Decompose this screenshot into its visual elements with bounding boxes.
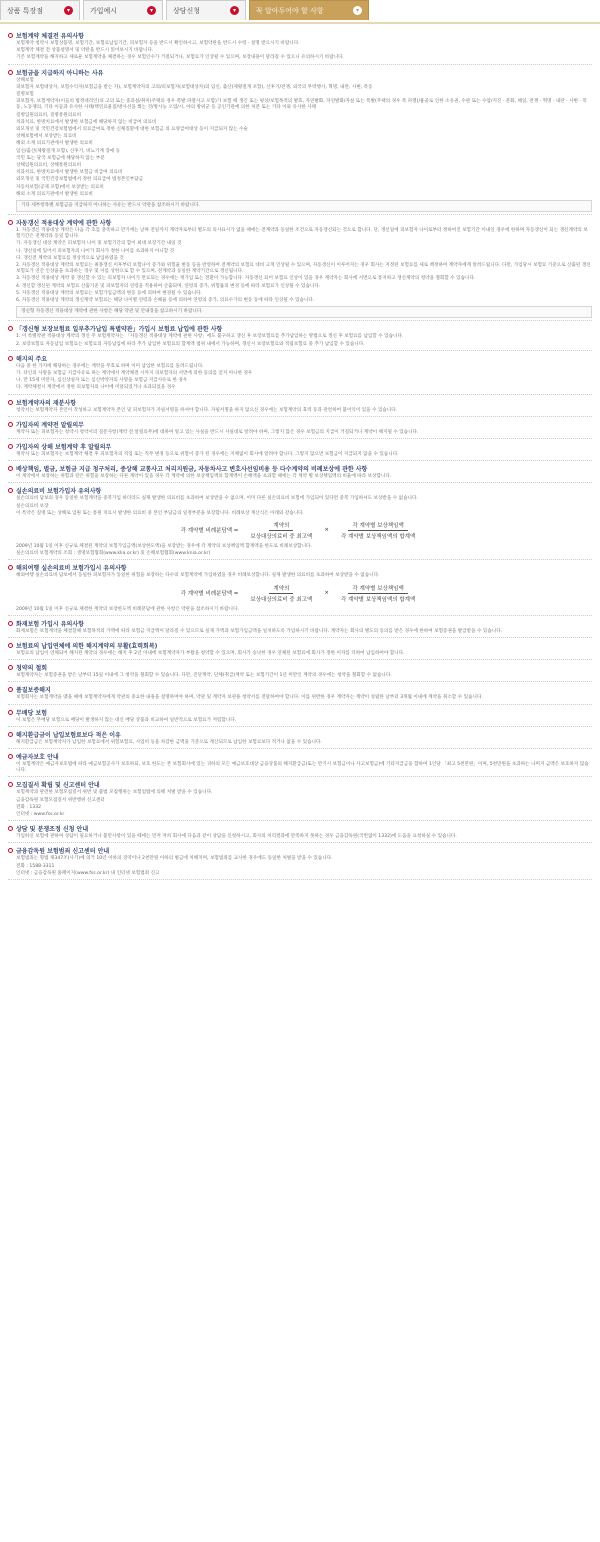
section-paragraph: 2009년 10월 1일 이후 신규로 체결한 계약의 보장한도액 비례분담에 관한 사항은 약관을 참조하시기 바랍니다. [16,606,239,612]
notice-section [8,68,592,215]
section-paragraph: 보험계약자는 보험증권을 받은 날부터 15일 이내에 그 청약을 철회할 수 있습니다. 다만, 진단계약, 단체(취급)계약 또는 보험기간이 1년 미만인 계약의 경우에는 청약을 철회할 수 없습니다. [16,673,392,679]
notice-section [8,708,592,727]
section-body [8,629,592,635]
section-title-text: 보험계약 체결전 유의사항 [16,33,84,40]
section-title [8,780,592,789]
note-box: 기타 세부항목별 보험금을 지급하지 아니하는 사유는 반드시 약관을 참조하시기 바랍니다. [16,200,592,212]
section-title [8,398,592,407]
divider [8,482,592,483]
notice-section [8,218,592,321]
divider [8,64,592,65]
formula-mid-den: 보상대상의료비 중 최고액 [250,596,313,603]
bullet-icon [8,732,13,737]
section-title-text: 보험금을 지급하지 아니하는 사유 [16,69,104,77]
section-paragraph: 보험계약 청약시 보험상품명, 보험기간, 보험료납입기간, 피보험자 등을 반드시 확인하시고, 보험약관을 반드시 수령 · 설명 받으시기 바랍니다. [16,41,300,46]
notice-section [8,324,592,350]
section-title-text: 금융감독원 보험범죄 신고센터 안내 [16,848,110,856]
section-paragraph: 보험범죄는 형법 제347조(사기)에 의거 10년 이하의 징역이나 2천만원 이하의 벌금에 처해지며, 보험범죄를 교사한 경우에도 동일한 처벌을 받을 수 있습니다. [16,856,333,862]
bullet-icon [8,665,13,670]
formula-mid-den: 보상대상의료비 중 최고액 [250,533,313,540]
notice-section [8,354,592,395]
section-paragraph: 4. 갱신할 갱신된 계약의 보험료 산출기준 및 피보험자의 연령을 적용하여 산출되며, 연령의 증가, 위험률의 변경 등에 따라 보험료가 인상될 수 있습니다. [16,283,321,289]
tab-label: 상품 특장점 [7,6,44,15]
divider [8,438,592,439]
section-title-text: 가입자의 계약전 알릴의무 [16,421,84,429]
notice-section [8,780,592,821]
chevron-down-icon: ▾ [230,6,239,15]
section-paragraph: 청약서는 보험계약자 본인이 작성하고 보험계약자 본인 및 피보험자가 자필서명을 하셔야 합니다. 자필서명을 하지 않으신 경우에는 보험계약의 효력 등과 관련하여 불이익이 있을 수 있습니다. [16,407,398,413]
notice-section [8,846,592,880]
section-paragraph: 금융감독원 보험모집질서 위반행위 신고센터 [16,797,105,803]
section-body-after [8,544,592,557]
formula-left: 각 계약별 비례분담액 = [180,528,239,535]
bullet-icon [8,687,13,692]
tab-2[interactable] [166,0,246,20]
note-box: 갱신형 자동갱신 적용대상 계약에 관한 사항은 해당 약관 및 안내장을 참고하시기 바랍니다. [16,306,592,318]
tab-bar [0,0,600,24]
divider [8,659,592,660]
divider [8,559,592,560]
section-title-text: 무배당 보험 [16,709,48,717]
section-title [8,420,592,429]
section-paragraph: 실손의료비 담보의 경우 동일한 보험계약을 중복가입 하더라도 실제 발생한 의료비를 초과하여 보상받을 수 없으며, 이미 다른 실손의료비 보험에 가입되어 있다면 중복 가입하셔도 보상받을 수 없습니다. [16,496,418,502]
section-paragraph: 1. 자동갱신 적용대상 계약은 다음 각 호를 충족하고 만기에는 날짜 전일까지 계약자로부터 별도의 의사표시가 없을 때에는 전계약과 동일한 조건으로 자동갱신되는 것으로 합니다. 단, 갱신일에 피보험자 나이로부터 정하여진 보험기간 이내인 경우에 한하며 자동갱신이 되는 갱신계약의 보험기간은 전계약과 동일 합니다. [16,228,588,240]
section-paragraph: 기존 보험계약을 해지하고 새로운 보험계약을 체결하는 경우 보험인수가 거절되거나, 보험료가 인상될 수 있으며, 보장내용이 달라질 수 있으니 유의하시기 바랍니다. [16,55,344,61]
formula-right-num: 각 계약별 보상책임액 [348,521,407,531]
notice-section [8,398,592,417]
section-paragraph: 이 보험계약은 예금자보호법에 따라 예금보험공사가 보호하되, 보호 한도는 본 보험회사에 있는 귀하의 모든 예금보호대상 금융상품의 해지환급금(또는 만기시 보험금이나 사고보험금)에 기타지급금을 합하여 1인당 「최고 5천만원」이며, 5천만원을 초과하는 나머지 금액은 보호하지 않습니다. [16,761,589,774]
section-paragraph: 임신/출산(제왕절개 포함), 산후기, 비뇨기계 장애 등 [16,148,121,154]
section-paragraph: 해지환급금은 보험계약자가 납입한 보험료에서 위험보험료, 사업비 등을 차감한 금액을 기준으로 계산되므로 납입한 보험료보다 적거나 없을 수 있습니다. [16,739,322,745]
divider [8,776,592,777]
section-title-text: 화재보험 가입시 유의사항 [16,620,84,628]
formula-fraction [246,521,316,540]
section-body [8,452,592,458]
section-body [8,334,592,347]
section-body [8,496,592,517]
section-title-text: 해지환급금이 납입보험료보다 적은 이유 [16,731,121,739]
section-body [8,762,592,774]
bullet-icon [8,710,13,715]
bullet-icon [8,754,13,759]
section-title-text: 해외여행 실손의료비 보험가입시 유의사항 [16,565,127,573]
bullet-icon [8,466,13,471]
notice-section [8,824,592,843]
bullet-icon [8,220,13,225]
bullet-icon [8,326,13,331]
section-title-text: 실손의료비 보험가입자 유의사항 [16,488,102,496]
bullet-icon [8,444,13,449]
formula-fraction [246,584,316,603]
section-paragraph: 가. 타인의 사망을 보험금 지급사유로 하는 계약에서 계약체결 시까지 피보험자의 서면에 의한 동의를 얻지 아니한 경우 [16,370,253,376]
tab-label: 상담신청 [173,6,201,15]
section-title [8,708,592,717]
section-title [8,824,592,833]
section-paragraph: 2. 보장보험료 자동납입 보험료는 보험료의 자동납입에 따라 추가 납입한 보험료의 합계액 범위 내에서 가능하며, 갱신시 보장보험료와 적립보험료 중 추가 납입할 수 있습니다. [16,341,365,347]
section-title-text: 가입자의 상해 보험계약 후 알릴의무 [16,443,112,451]
section-paragraph: 전화 : 1588-3311 [16,863,55,869]
notice-section [8,464,592,483]
section-paragraph: 외모개선 및 국민건강보험법에서 의료급여로 정한 신체질환에 대한 보험금 의 요양급여대상 등이 지급되지 않는 수술 [16,127,248,133]
section-paragraph: 실손의료비 보험계약의 조회 : 생명보험협회(www.klia.or.kr) 및 손해보험협회(www.knia.or.kr) [16,551,211,557]
section-body [8,651,592,657]
divider [8,842,592,843]
notice-content [0,24,600,880]
section-paragraph: 상해입원의료비, 상해통원의료비 [16,163,82,169]
section-paragraph: 계약자 또는 피보험자는 청약시 청약서의 질문사항(계약 전 알릴의무)에 대하여 알고 있는 사실을 반드시 사실대로 알려야 하며, 그렇지 않은 경우 보험금의 지급이 거절되거나 계약이 해지될 수 있습니다. [16,429,419,435]
section-paragraph: 인터넷 : www.fss.or.kr [16,811,65,817]
divider [8,320,592,321]
section-body [8,430,592,436]
section-paragraph: 다. 갱신전 계약의 보험료를 정상적으로 납입하였을 것 [16,255,124,261]
tab-1[interactable] [83,0,163,20]
notice-section [8,641,592,660]
section-title-text: 해지의 주요 [16,355,48,363]
section-paragraph: 다. 계약체결시 계약에서 정한 피보험자의 나이에 미달되었거나 초과되었을 경우 [16,385,176,391]
section-paragraph: 이 계약에서 보장하는 위험과 같은 위험을 보장하는 다른 계약이 있을 경우 각 계약에 의한 보상책임액의 합계액이 손해액을 초과할 때에는 각 계약 별 보상책임액의 비율에 따라 보상합니다. [16,474,392,480]
bullet-icon [8,848,13,853]
section-body [8,856,592,877]
bullet-icon [8,488,13,493]
section-paragraph: 실손의료비 보장 [16,503,49,509]
section-paragraph: 계약자 또는 피보험자는 보험계약 체결 후 피보험자의 직업 또는 직무 변경 등으로 위험이 증가 된 경우에는 지체없이 회사에 알려야 합니다. 그렇지 않으면 보험금이 지급되지 않을 수 있습니다. [16,451,399,457]
section-paragraph: 가입하신 보험에 관하여 상담이 필요하거나 불만사항이 있을 때에는 먼저 저희 회사에 다음과 같이 상담을 신청하시고, 회사의 처리결과에 만족하지 못하는 경우 금융감독원(국번없이 1332)에 도움을 요청하실 수 있습니다. [16,834,457,840]
section-title-text: 배상책임, 별금, 보험금 지급 청구처리, 중상해 교통사고 처리지원금, 자동차사고 변호사선임비용 등 다수계약의 비례보상에 관한 사항 [16,466,368,474]
section-paragraph: 국민 또는 당국 보험금에 해당하지 않는 부분 [16,155,105,161]
formula-right-den: 각 계약별 보상책임액의 합계액 [340,533,416,540]
notice-section [8,663,592,682]
section-title-text: 청약의 철회 [16,665,48,673]
divider [8,879,592,880]
section-body [8,228,592,304]
divider [8,681,592,682]
section-paragraph: 나. 만 15세 미만자, 심신상실자 또는 심신박약자의 사망을 보험금 지급사유로 한 경우 [16,378,188,384]
divider [8,704,592,705]
section-paragraph: 2009년 10월 1일 이후 신규로 체결된 계약의 보험가입금액(보상한도액)을 보장받는 경우에 각 계약의 보상책임액 합계액을 한도로 비례보상합니다. [16,543,312,549]
section-title [8,641,592,650]
section-title [8,486,592,495]
section-paragraph: 다음 중 한 가지에 해당하는 경우에는 계약을 무효로 하며 이미 납입한 보험료를 돌려드립니다. [16,363,204,369]
chevron-down-icon: ▾ [64,6,73,15]
section-body [8,78,592,198]
section-title [8,354,592,363]
section-title [8,442,592,451]
section-paragraph: 해외 소재 의료기관에서 발생한 의료비 [16,191,93,197]
formula-times: × [324,590,329,597]
chevron-down-icon: ▾ [147,6,156,15]
notice-section [8,31,592,65]
section-paragraph: 해외여행 실손의료비 담보에서 동일한 피보험자가 동일한 위험을 보장하는 다수의 보험계약에 가입하였을 경우 비례보상합니다. 실제 발생한 의료비를 초과하여 보상받을 수 없습니다. [16,573,380,579]
bullet-icon [8,422,13,427]
section-title-text: 상담 및 분쟁조정 신청 안내 [16,826,89,834]
formula-fraction [337,521,419,540]
notice-section [8,619,592,638]
section-body-after [8,607,592,613]
divider [8,394,592,395]
bullet-icon [8,565,13,570]
section-title [8,324,592,333]
section-body [8,695,592,701]
notice-section [8,730,592,749]
section-paragraph: 보험료의 납입이 연체되어 해지된 계약의 경우에는 해지 후 2년 이내에 보험계약자가 부활을 청약할 수 있으며, 회사가 승낙한 경우 연체된 보험료에 회사가 정한 이자를 더하여 납입하여야 합니다. [16,650,405,656]
section-paragraph: 가. 자동갱신 대상 계약은 피보험자 나이 및 보험기간의 합이 최대 보장기간 내일 것 [16,241,182,247]
bullet-icon [8,33,13,38]
section-title-text: 자동갱신 적용대상 계약에 관한 사항 [16,220,112,228]
bullet-icon [8,70,13,75]
notice-section [8,685,592,704]
section-title [8,563,592,572]
section-title [8,685,592,694]
formula-left: 각 계약별 비례분담액 = [180,591,239,598]
bullet-icon [8,400,13,405]
bullet-icon [8,356,13,361]
section-title [8,68,592,77]
section-paragraph: 나. 갱신일에 있어서 피보험자의 나이가 회사가 정한 나이를 초과하지 아니할 것 [16,248,175,254]
section-title [8,846,592,855]
section-paragraph: 2. 자동갱신 적용대상 계약의 보험료는 최종갱신 이후부터 보험나이 증가와 위험율 변동 등을 반영하여 전계약의 보험료 대비 크게 인상될 수 있으며, 자동갱신이 이루어지는 경우 회사는 지정된 보험료를 새로 책정하여 계약자에게 알려드립니다. 다만, 가입당시 보험료 기준으로 산출된 갱신보험료가 연간 인상율을 초과하는 경우 및 이를 상한으로 할 수 있으며, 전계약과 동일한 계약기간으로 갱신됩니다. [16,263,591,275]
section-paragraph: 전화 : 1332 [16,804,42,810]
tab-3[interactable] [249,0,369,20]
section-paragraph: 3. 자동갱신 적용대상 계약 중 갱신할 수 있는 피보험자 나이가 만료되는 경우에는 재가입 또는 전환이 가능합니다. 자동갱신 되어 보험료 인상이 있을 경우 계약자는 회사에 서면으로 통지하고 갱신계약의 청약을 철회할 수 있습니다. [16,276,476,282]
formula-fraction [337,584,419,603]
section-title [8,464,592,473]
divider [8,350,592,351]
bullet-icon [8,782,13,787]
section-body [8,834,592,840]
section-body [8,790,592,818]
divider [8,416,592,417]
bullet-icon [8,643,13,648]
divider [8,460,592,461]
section-paragraph: 보험회사는 보험계약을 맺을 때에 보험계약자에게 약관의 중요한 내용을 설명하여야 하며, 약관 및 계약자 보관용 청약서를 전달하여야 합니다. 이를 위반한 경우 계약자는 계약이 성립한 날부터 3개월 이내에 계약을 취소할 수 있습니다. [16,695,483,701]
tab-label: 꼭 알아두어야 할 사항 [256,6,324,15]
section-title-text: 모집질서 확립 및 신고센터 안내 [16,782,100,790]
tab-label: 가입예시 [90,6,118,15]
section-title-text: 예금자보호 안내 [16,753,59,761]
section-paragraph: 인터넷 : 금융감독원 홈페이지(www.fss.or.kr) 내 인터넷 보험범죄 신고 [16,870,160,876]
formula-right-num: 각 계약별 보상책임액 [348,584,407,594]
section-paragraph: 상해보험 [16,77,34,83]
section-title [8,31,592,40]
section-paragraph: 피보험자 보험대상자, 보험수익자(보험금을 받는 자), 보험계약자의 고의/피보험자(보험대상자)의 임신, 출산(제왕절개 포함), 산후기/전쟁, 외국의 무력행사, 혁명, 내란, 사변, 폭동 [16,84,373,90]
section-title [8,218,592,227]
section-title-text: 보험계약자의 재분사항 [16,399,77,407]
section-paragraph: 상해보험에서 보상받는 의료비 [16,134,77,140]
section-paragraph: 5. 자동갱신 적용대상 계약의 보험료는 보험가입금액의 변동 등에 의하여 변경될 수 있습니다. [16,290,203,296]
proportional-formula [8,521,592,540]
section-paragraph: 질병입원의료비, 질병통원의료비 [16,112,82,118]
section-paragraph: 치과치료, 한방치료에서 발생한 보험금 비급여 의료비 [16,170,123,176]
section-paragraph: 외모개선 및 국민건강보험법에서 정한 의료급여 법정본인부담금 [16,177,144,183]
section-title [8,663,592,672]
section-paragraph: 1. 이 특별약관 적용대상 계약의 갱신 주 보험계약자는 「자동갱신 적용대상 계약에 관한 사항」에도 불구하고 갱신 후 보장보험료를 추가납입하는 방법으로 갱신 후 보험료를 납입할 수 있습니다. [16,334,404,340]
section-body [8,673,592,679]
section-body [8,740,592,746]
divider [8,820,592,821]
section-paragraph: 해외 소재 의료기관에서 발생한 의료비 [16,141,93,147]
bullet-icon [8,621,13,626]
chevron-down-icon: ▾ [353,6,362,15]
notice-section [8,563,592,615]
section-paragraph: 6. 자동갱신 적용대상 계약의 갱신계약 보험료는 해당 나이별 연령과 손해율 등에 의하여 연령의 증가, 의료수가의 변동 등에 따라 인상될 수 있습니다. [16,298,315,304]
notice-section [8,752,592,777]
proportional-formula [8,584,592,603]
formula-mid-num: 계약의 [269,521,293,531]
divider [8,748,592,749]
formula-mid-num: 계약의 [269,584,293,594]
notice-section [8,486,592,560]
section-body [8,718,592,724]
bullet-icon [8,826,13,831]
formula-times: × [324,527,329,534]
section-title-text: 「갱신형 보장보험료 일부추가납입 특별약관」가입시 보험료 납입에 관한 사항 [16,326,223,334]
section-paragraph: 보험계약 체결 전 상품설명서 및 약관을 반드시 읽어보시기 바랍니다. [16,48,154,54]
divider [8,726,592,727]
notice-section [8,420,592,439]
section-body [8,408,592,414]
section-paragraph: 피보험자, 보험계약자(이들의 법정대리인)의 고의 또는 중과실/취미(주택의 경우 폭발 파열사고 포함)가 보험 때 생긴 또는 평상/보험목적의 발효, 자연발화, 자연발화/자살 또는 폭발(주택의 경우 폭 파열)/흉골로 인한 소유권, 수관 또는 수압/지진 · 분화, 해일, 전쟁 · 혁명 · 내란 · 사변 · 폭동, 노동쟁의, 기타 이들과 유사한 사태/핵연료물질/방사선을 쬐는 것/방사능 오염/시, 야의 방위군 등 공인기관에 의한 처분 또는 기타 이와 유사한 사태 [16,99,587,111]
section-paragraph: 치과치료, 한방치료에서 발생한 보험금에 해당하지 않는 비급여 의료비 [16,119,157,125]
section-paragraph: 화재보험은 보험계약을 체결할때 보험목적의 가액에 따라 보험금 지급액이 달라질 수 있으므로 실제 가액과 보험가입금액을 일치하도록 가입하시기 바랍니다. 계약자는 회사의 별도의 동의를 받은 경우에 한하여 보험증권을 발급받을 수 있습니다. [16,628,503,634]
divider [8,637,592,638]
section-paragraph: 질병보험 [16,92,34,98]
section-title [8,619,592,628]
section-title [8,730,592,739]
divider [8,214,592,215]
section-body [8,474,592,480]
section-title [8,752,592,761]
tab-0[interactable] [0,0,80,20]
divider [8,615,592,616]
section-title-text: 품질보증해지 [16,687,51,695]
section-body [8,364,592,392]
section-title-text: 보험료의 납입연체에 의한 해지계약의 부활(효력회복) [16,642,158,650]
section-paragraph: 보험계약과 관련한 보험모집질서 위반 및 불법 모집행위는 보험업법에 의해 처벌 받을 수 있습니다. [16,790,213,796]
section-paragraph: 이 보험은 무배당 보험으로 배당이 발생하지 않는 대신 배당 상품과 비교하여 일반적으로 보험료가 저렴합니다. [16,717,237,723]
notice-section [8,442,592,461]
section-body [8,573,592,579]
section-paragraph: 이 특약은 질병 또는 상해로 입원 또는 통원 치료시 발생한 의료비 중 본인 부담금의 일정부분을 보장합니다. 비례보상 계산식은 아래와 같습니다. [16,510,305,516]
section-body [8,41,592,62]
section-paragraph: 자동차보험(공제 포함)에서 보상받는 의료비 [16,184,104,190]
formula-right-den: 각 계약별 보상책임액의 합계액 [340,596,416,603]
